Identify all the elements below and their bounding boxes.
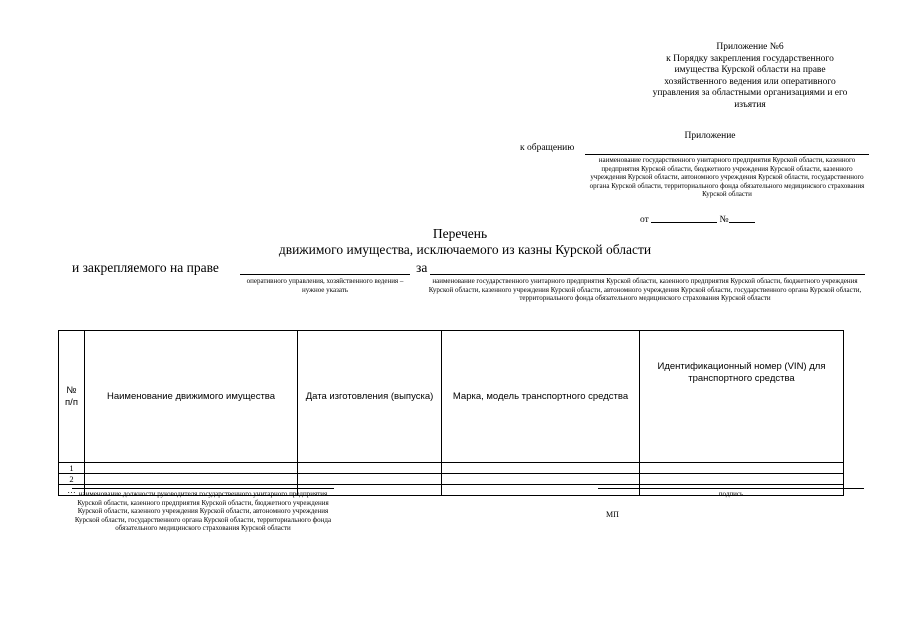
signature-fill-line[interactable] (598, 488, 864, 489)
request-fill-line[interactable] (585, 154, 869, 155)
appendix-header (640, 42, 860, 111)
appendix-line: имущества Курской области на праве (674, 65, 826, 75)
table-cell[interactable] (442, 474, 640, 485)
prilozhenie-label: Приложение (684, 131, 736, 141)
table-cell[interactable] (640, 463, 844, 474)
header-number: № п/п (59, 331, 85, 463)
property-table (58, 330, 844, 496)
table-row (59, 463, 844, 474)
appendix-line: управления за областными организациями и его (652, 88, 848, 98)
appendix-line: к Порядку закрепления государственного (666, 53, 834, 64)
appendix-line: Приложение №6 (716, 42, 784, 52)
appendix-line: хозяйственного ведения или оперативного (664, 76, 836, 87)
organization-caption: наименование государственного унитарного предприятия Курской области, казенного предприятия Курской области, бюджетного учреждения Курской области, казенного учреждения Курской области, автономного учреждения Курской области, государственного органа Курской области, территориального фонда обязательного медицинского страхования Курской области (428, 277, 862, 302)
number-fill-line[interactable] (729, 213, 755, 223)
document-subtitle: движимого имущества, исключаемого из казны Курской области (278, 242, 652, 257)
document-title: Перечень (432, 226, 488, 241)
appendix-line: изъятия (734, 99, 766, 110)
request-label: к обращению (520, 143, 575, 153)
position-fill-line[interactable] (72, 488, 334, 489)
table-cell[interactable] (640, 474, 844, 485)
row-number: 1 (59, 463, 85, 474)
row-number: … (59, 485, 85, 496)
table-row (59, 474, 844, 485)
date-number-line (640, 213, 755, 225)
header-vin: Идентификационный номер (VIN) для транспортного средства (640, 331, 844, 463)
stamp-place-label: МП (606, 510, 619, 519)
right-type-caption: оперативного управления, хозяйственного ведения – нужное указать (246, 277, 404, 294)
date-fill-line[interactable] (651, 213, 717, 223)
table-cell[interactable] (298, 463, 442, 474)
za-label: за (416, 260, 428, 275)
table-cell[interactable] (85, 474, 298, 485)
signature-caption: подпись (718, 490, 744, 498)
organization-fill-line[interactable] (430, 274, 865, 275)
table-header-row (59, 331, 844, 463)
table-cell[interactable] (85, 463, 298, 474)
row-number: 2 (59, 474, 85, 485)
header-name: Наименование движимого имущества (85, 331, 298, 463)
header-model: Марка, модель транспортного средства (442, 331, 640, 463)
right-type-label: и закрепляемого на праве (72, 260, 219, 275)
header-date: Дата изготовления (выпуска) (298, 331, 442, 463)
from-label: от (640, 215, 649, 225)
table-cell[interactable] (298, 474, 442, 485)
request-caption: наименование государственного унитарного предприятия Курской области, казенного предприятия Курской области, бюджетного учреждения Курской области, казенного учреждения Курской области, автономного учреждения Курской области, государственного органа Курской области, территориального фонда обязательного медицинского страхования Курской области (589, 156, 865, 198)
number-label: № (719, 215, 729, 225)
right-type-fill-line[interactable] (240, 274, 410, 275)
table-cell[interactable] (442, 463, 640, 474)
position-caption: наименование должности руководителя государственного унитарного предприятия Курской области, казенного предприятия Курской области, бюджетного учреждения Курской области, казенного учреждения Курской области, автономного учреждения Курской области, государственного органа Курской области, территориального фонда обязательного медицинского страхования Курской области (74, 490, 332, 532)
